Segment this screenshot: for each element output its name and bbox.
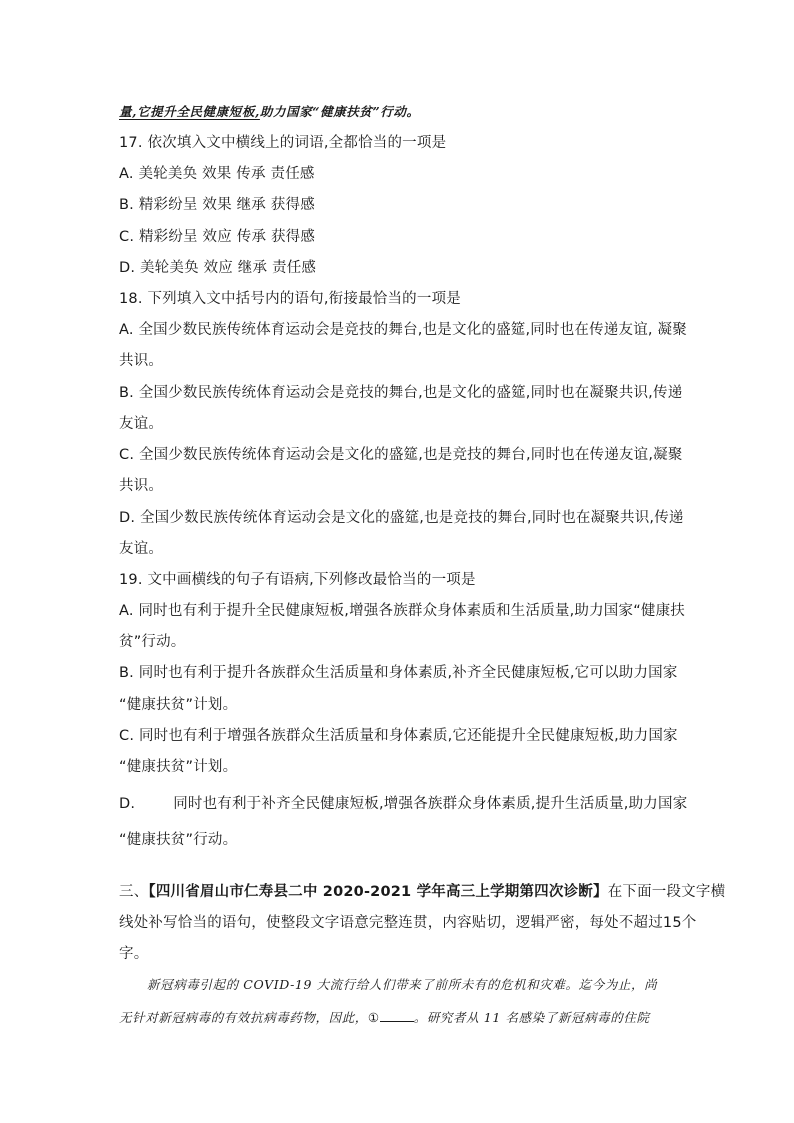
underlined-sentence: 量,它提升全民健康短板, [119,104,260,119]
question-19-option-a-line1: A. 同时也有利于提升全民健康短板,增强各族群众身体素质和生活质量,助力国家“健康扶 [119,603,686,619]
question-17-option-c: C. 精彩纷呈 效应 传承 获得感 [119,229,316,245]
question-17-option-d: D. 美轮美奂 效应 继承 责任感 [119,260,317,276]
section-3-heading-line2 [119,913,696,933]
question-18-option-d-line2: 友谊。 [119,541,164,557]
answer-blank-1[interactable] [380,1007,414,1022]
passage-line-2-end: 。研究者从 11 名感染了新冠病毒的住院 [413,1010,650,1025]
option-d-letter: D. [119,796,136,812]
question-19-option-b-line1: B. 同时也有利于提升各族群众生活质量和身体素质,补齐全民健康短板,它可以助力国家 [119,665,678,681]
top-continuation-line [119,102,420,122]
question-19-option-d-line2: “健康扶贫”行动。 [119,832,238,848]
option-d-text: 同时也有利于补齐全民健康短板,增强各族群众身体素质,提升生活质量,助力国家 [173,796,688,812]
question-17-option-a: A. 美轮美奂 效果 传承 责任感 [119,166,315,182]
question-19-stem: 19. 文中画横线的句子有语病,下列修改最恰当的一项是 [119,572,476,588]
question-17-option-b: B. 精彩纷呈 效果 继承 获得感 [119,197,315,213]
passage-line-2-start: 无针对新冠病毒的有效抗病毒药物，因此， [119,1010,368,1025]
question-18-option-a-line2: 共识。 [119,353,164,369]
blank-marker: ① [367,1010,380,1025]
section-3-heading-line1 [119,882,725,902]
section-3-heading-line3: 字。 [119,946,149,962]
question-19-option-d-line1 [119,794,687,814]
question-18-option-c-line1: C. 全国少数民族传统体育运动会是文化的盛筵,也是竞技的舞台,同时也在传递友谊,凝聚 [119,447,683,463]
question-17-stem: 17. 依次填入文中横线上的词语,全都恰当的一项是 [119,135,447,151]
char-limit: 15 [662,915,682,931]
section-source: 【四川省眉山市仁寿县二中 2020-2021 学年高三上学期第四次诊断】 [148,884,608,900]
question-18-stem: 18. 下列填入文中括号内的语句,衔接最恰当的一项是 [119,291,461,307]
question-19-option-a-line2: 贫”行动。 [119,634,186,650]
question-18-option-d-line1: D. 全国少数民族传统体育运动会是文化的盛筵,也是竞技的舞台,同时也在凝聚共识,传递 [119,510,684,526]
section-instruction-mid: 线处补写恰当的语句，使整段文字语意完整连贯，内容贴切，逻辑严密，每处不超过 [119,915,663,931]
question-19-option-c-line2: “健康扶贫”计划。 [119,759,238,775]
passage-line-2 [119,1007,650,1028]
question-19-option-b-line2: “健康扶贫”计划。 [119,697,238,713]
char-unit: 个 [681,915,697,931]
section-number: 三、 [119,884,149,900]
passage-line-1: 新冠病毒引起的 COVID-19 大流行给人们带来了前所未有的危机和灾难。迄今为止，尚 [147,977,658,992]
question-18-option-a-line1: A. 全国少数民族传统体育运动会是竞技的舞台,也是文化的盛筵,同时也在传递友谊, 凝聚 [119,322,687,338]
question-19-option-c-line1: C. 同时也有利于增强各族群众生活质量和身体素质,它还能提升全民健康短板,助力国家 [119,728,678,744]
section-instruction-start: 在下面一段文字横 [607,884,726,900]
sentence-tail: 助力国家“健康扶贫”行动。 [259,104,420,119]
question-18-option-b-line1: B. 全国少数民族传统体育运动会是竞技的舞台,也是文化的盛筵,同时也在凝聚共识,传递 [119,385,683,401]
question-18-option-b-line2: 友谊。 [119,416,164,432]
question-18-option-c-line2: 共识。 [119,478,164,494]
